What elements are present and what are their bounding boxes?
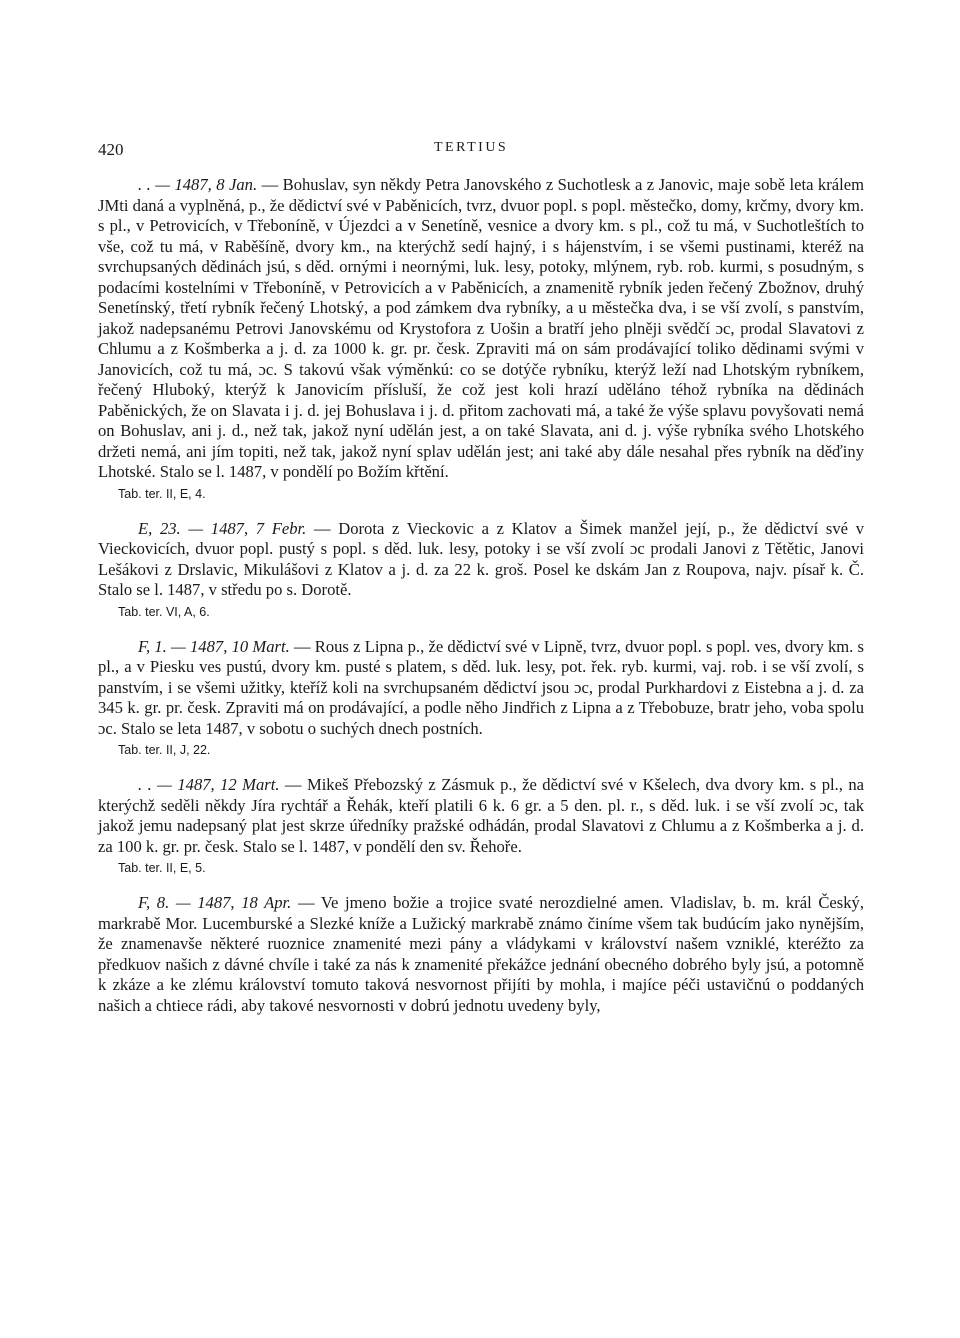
entry-text: — Bohuslav, syn někdy Petra Janovského z Suchotlesk a z Janovic, maje sobě leta králem JMti daná a vyplněná, p., že dědictví své v Paběnicích, tvrz, dvuor popl. s popl. městečko, domy, krčmy, dvory km. s pl., v Petrovicích, v Třeboníně, v Újezdci a v Senetíně, vesnice a dvory km. s pl., což tu má, v Suchotleštích to vše, což tu má, v Raběšíně, dvory km., na kterýchž sedí hajný, i s hájenstvím, i se všemi pustinami, kteréž na svrchupsaných dědinách jsú, s děd. ornými i neornými, luk. lesy, potoky, mlýnem, ryb. rob. kurmi, s posudným, s podacími kostelními v Třeboníně, v Petrovicích a v Paběnicích, a znamenitě rybník jeden řečený Zbožnov, druhý Senetínský, třetí rybník řečený Lhotský, a pod zámkem dva rybníky, a u městečka dva, i se vší zvolí, s panstvím, jakož nadepsanému Petrovi Janovskému od Krystofora z Uošin a bratří jeho plněji svědčí ɔc, prodal Slavatovi z Chlumu a z Košmberka a j. d. za 1000 k. gr. pr. česk. Zpraviti má on sám prodávající toliko dědinami svými v Janovicích, což tu má, ɔc. S takovú však výměnkú: co se dotýče rybníku, kterýž leží nad Lhotským rybníkem, řečený Hluboký, kterýž k Janovicím přísluší, že což jest koli hrazí uděláno téhož rybníka na dědinách Paběnických, že on Slavata i j. d. jej Bohuslava i j. d. přitom zachovati má, a také že výše splavu povyšovati nemá on Bohuslav, ani j. d., než tak, jakož nyní udělán jest, a on také Slavata, ani d. j. výše rybníka svého Lhotského držeti nemá, ani jím topiti, než tak, jakož nyní splav udělán jest; ani také aby dále nesahal přes rybník na děďiny Lhotské. Stalo se l. 1487, v pondělí po Božím křtění. [98,175,864,481]
entry-heading: F, 8. — 1487, 18 Apr. [138,893,292,912]
entry-text: — Mikeš Přebozský z Zásmuk p., že dědictví své v Kšelech, dva dvory km. s pl., na kterýchž seděli někdy Jíra rychtář a Řehák, kteří platili 6 k. 6 gr. a 5 den. pl. r., s děd. luk. i se vší zvolí ɔc, tak jakož jemu nadepsaný plat jest skrze úředníky pražské odhádán, prodal Slavatovi z Chlumu a z Košmberka a j. d. za 100 k. gr. pr. česk. Stalo se l. 1487, v pondělí den sv. Řehoře. [98,775,864,856]
source-reference: Tab. ter. II, E, 4. [118,486,206,501]
entry-1 [98,175,864,503]
entry-paragraph [98,175,864,483]
entry-text: — Ve jmeno božie a trojice svaté nerozdielné amen. Vladislav, b. m. král Český, markrabě Mor. Lucemburské a Slezké kníže a Lužický markrabě známo činíme všem tak budúcím jako nynějším, že znamenavše některé ruoznice znamenité mezi pány a vládykami v království našem vzniklé, kteréžto za předkuov našich z dávné chvíle i také za nás k znamenité překážce jednání obecného dobrého byly jsú, a potomně k zkáze a ke zlému království tomuto taková nesvornost přijíti by mohla, i majíce péči ustavičnú o poddaných našich a chtiece rádi, aby takové nesvornosti v dobrú jednotu uvedeny byly, [98,893,864,1015]
page-number: 420 [98,140,124,159]
entry-2 [98,519,864,621]
entry-5 [98,893,864,1016]
entry-paragraph [98,893,864,1016]
page-header [98,136,864,166]
entry-paragraph [98,519,864,601]
entry-heading: E, 23. — 1487, 7 Febr. [138,518,307,538]
entry-text: — Dorota z Vieckovic a z Klatov a Šimek manžel její, p., že dědictví své v Vieckovicích, dvuor popl. pustý s popl. s děd. luk. lesy, potoky i se vší zvolí ɔc prodali Janovi z Tětětic, Janovi Lešákovi z Drslavic, Mikulášovi z Klatov a j. d. za 22 k. groš. Posel ke dskám Jan z Roupova, najv. písař k. Č. Stalo se l. 1487, v středu po s. Dorotě. [98,518,864,599]
source-reference: Tab. ter. II, J, 22. [118,743,211,757]
entry-heading: . . — 1487, 8 Jan. [138,175,258,194]
source-reference: Tab. ter. II, E, 5. [118,861,206,875]
entry-paragraph [98,637,864,740]
entry-3 [98,637,864,760]
running-title: TERTIUS [434,140,509,155]
document-page [98,136,864,1016]
entry-heading: . . — 1487, 12 Mart. [138,775,280,794]
entry-4 [98,775,864,877]
source-reference: Tab. ter. VI, A, 6. [118,604,210,619]
entry-paragraph [98,775,864,857]
entry-text: — Rous z Lipna p., že dědictví své v Lipně, tvrz, dvuor popl. s popl. ves, dvory km. s pl., a v Piesku ves pustú, dvory km. pusté s platem, s děd. luk. lesy, pot. řek. ryb. kurmi, vaj. rob. i se vší zvolí, s panstvím, i se všemi užitky, kteříž koli na svrchupsaném dědictví jsou ɔc, prodal Purkhardovi z Eistebna a j. d. za 345 k. gr. pr. česk. Zpraviti má on prodávající, a podle něho Jindřich z Lipna a z Třebobuze, bratr jeho, voba spolu ɔc. Stalo se leta 1487, v sobotu o suchých dnech postních. [98,636,865,738]
entry-heading: F, 1. — 1487, 10 Mart. [138,636,290,656]
